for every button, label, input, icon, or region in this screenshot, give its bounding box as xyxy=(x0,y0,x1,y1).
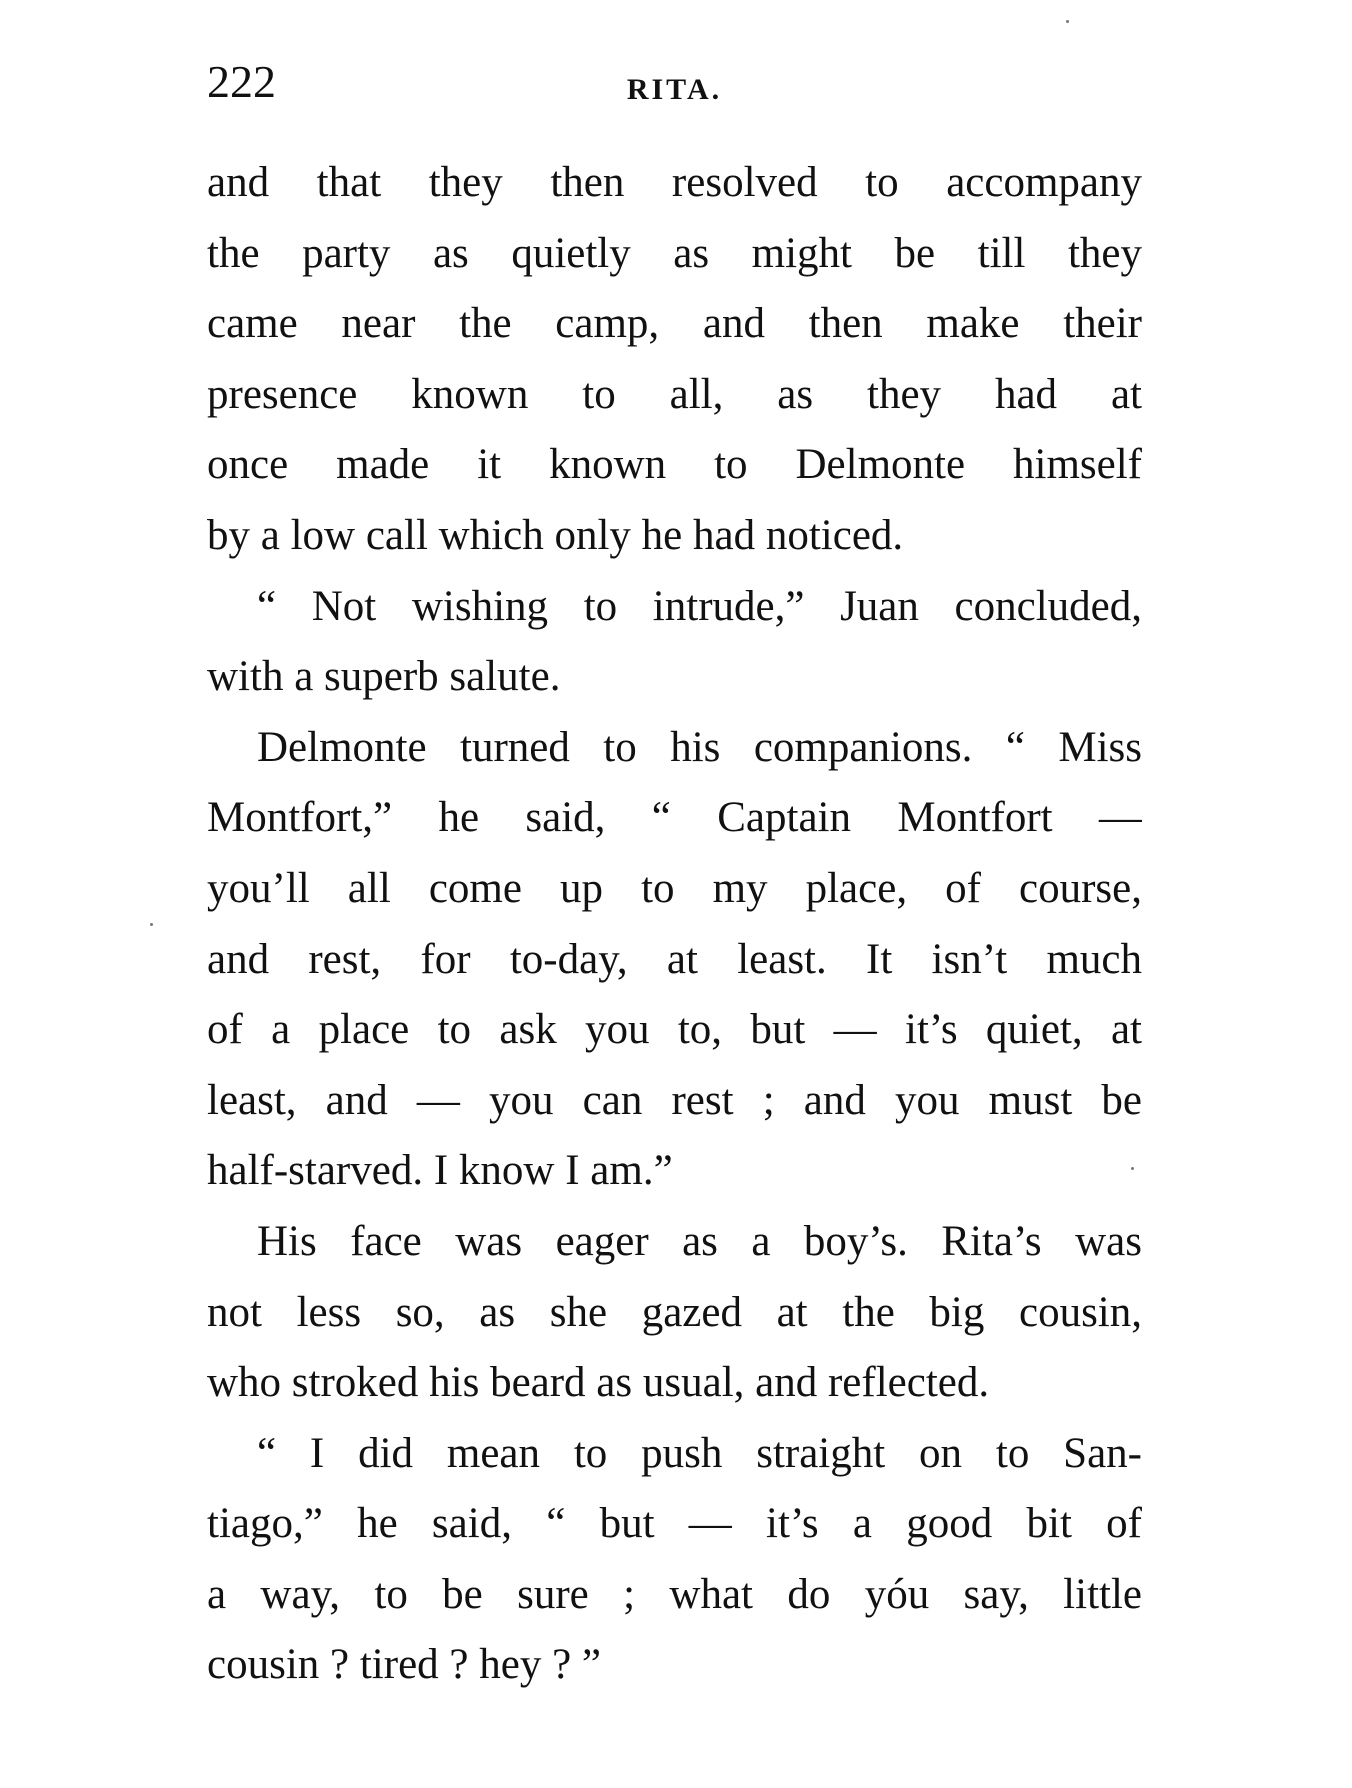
text-line: Delmonte turned to his companions. “ Miss xyxy=(257,723,1142,771)
text-line: cousin ? tired ? hey ? ” xyxy=(207,1641,601,1689)
text-line: not less so, as she gazed at the big cousin, xyxy=(207,1288,1142,1336)
text-line: who stroked his beard as usual, and reflected. xyxy=(207,1359,990,1407)
text-line: presence known to all, as they had at xyxy=(207,370,1142,418)
text-line: “ I did mean to push straight on to San- xyxy=(257,1429,1142,1477)
text-line: least, and — you can rest ; and you must be xyxy=(207,1076,1142,1124)
scan-speck xyxy=(150,923,153,926)
text-line: the party as quietly as might be till they xyxy=(207,229,1142,277)
running-title: RITA. xyxy=(626,73,723,106)
text-line: once made it known to Delmonte himself xyxy=(207,441,1142,489)
text-line: with a superb salute. xyxy=(207,653,561,701)
text-line: half-starved. I know I am.” xyxy=(207,1147,673,1195)
body-text xyxy=(207,148,1142,1701)
scan-speck xyxy=(1131,1167,1134,1170)
text-line: and rest, for to-day, at least. It isn’t much xyxy=(207,935,1142,983)
text-line: you’ll all come up to my place, of course, xyxy=(207,864,1142,912)
scan-speck xyxy=(1066,20,1069,23)
text-line: came near the camp, and then make their xyxy=(207,300,1142,348)
text-line: and that they then resolved to accompany xyxy=(207,159,1142,206)
text-line: Montfort,” he said, “ Captain Montfort — xyxy=(207,794,1142,842)
text-line: tiago,” he said, “ but — it’s a good bit of xyxy=(207,1500,1142,1548)
text-line: a way, to be sure ; what do yóu say, little xyxy=(207,1570,1142,1618)
text-line: of a place to ask you to, but — it’s quiet, at xyxy=(207,1006,1142,1054)
text-line: by a low call which only he had noticed. xyxy=(207,511,904,559)
text-line: “ Not wishing to intrude,” Juan concluded, xyxy=(257,582,1142,630)
page-number: 222 xyxy=(207,56,276,107)
running-head xyxy=(207,52,1142,112)
text-line: His face was eager as a boy’s. Rita’s was xyxy=(257,1217,1142,1265)
